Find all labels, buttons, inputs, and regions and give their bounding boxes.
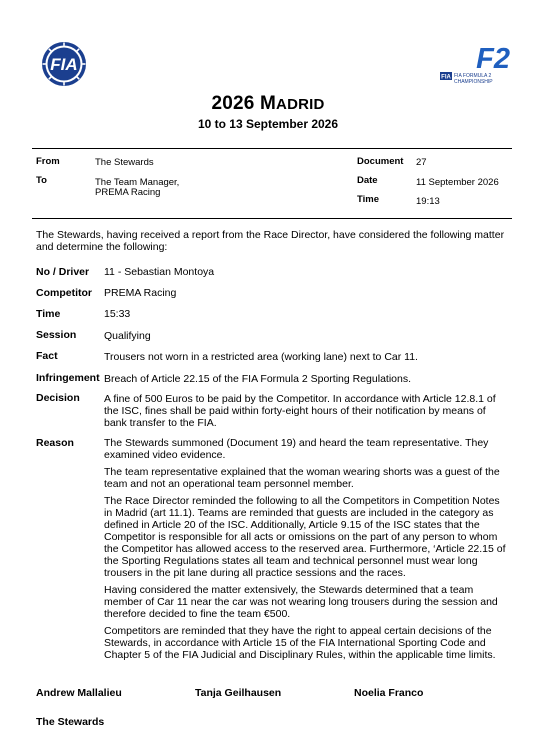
fact-value: Trousers not worn in a restricted area (working lane) next to Car 11. [104,351,418,363]
from-label: From [36,156,60,167]
title-year: 2026 [211,93,255,114]
header-time-label: Time [357,194,380,205]
f2-caption-2: CHAMPIONSHIP [454,79,493,85]
fia-logo [30,40,98,88]
f2-logo [436,42,516,92]
steward-name-1: Andrew Mallalieu [36,687,122,699]
competitor-value: PREMA Racing [104,287,177,299]
reason-paragraph: Having considered the matter extensively, the Stewards determined that a team member of Car 11 near the car was not wearing long trousers during the session and therefore decided to fine the team €500. [104,584,498,620]
to-value-line-2: PREMA Racing [95,187,161,198]
reason-paragraph: The Stewards summoned (Document 19) and heard the team representative. They examined video evidence. [104,437,489,461]
document-label: Document [357,156,404,167]
page-title [0,93,536,115]
header-bottom-rule [32,218,512,219]
from-value: The Stewards [95,157,154,168]
decision-value: A fine of 500 Euros to be paid by the Competitor. In accordance with Article 12.8.1 of the ISC, fines shall be paid within forty-eight hours of their notification by means of bank transfer to the FIA. [104,393,496,429]
competitor-label: Competitor [36,287,92,299]
driver-value: 11 - Sebastian Montoya [104,266,215,278]
session-value: Qualifying [104,330,151,342]
f2-logo-text: F2 [476,43,510,75]
stewards-footer: The Stewards [36,716,105,728]
steward-name-2: Tanja Geilhausen [195,687,282,699]
f2-fia-mark: FIA [441,74,451,81]
document-value: 27 [416,157,427,168]
steward-name-3: Noelia Franco [354,687,424,699]
time-value: 15:33 [104,308,131,320]
title-city [260,93,325,114]
fia-logo-text: FIA [50,55,78,74]
date-label: Date [357,175,378,186]
to-value-line-1: The Team Manager, [95,177,180,188]
to-label: To [36,175,47,186]
time-label: Time [36,308,61,320]
event-dates: 10 to 13 September 2026 [197,117,339,131]
intro-text: The Stewards, having received a report from the Race Director, have considered the following matter and determine the following: [36,229,505,253]
reason-label: Reason [36,437,74,449]
fact-label: Fact [36,350,58,362]
reason-paragraph: Competitors are reminded that they have the right to appeal certain decisions of the Stewards, in accordance with Article 15 of the FIA International Sporting Code and Chapter 5 of the FIA Judicial and Disciplinary Rules, within the applicable time limits. [104,625,496,661]
reason-text [104,437,506,666]
title-city-rest: ADRID [276,96,325,113]
driver-label: No / Driver [36,266,90,278]
reason-paragraph: The Race Director reminded the following to all the Competitors in Competition Notes in Madrid (art 11.1). Teams are reminded that guests are included in the category as defined in Article 20 of the ISC. Additionally, Article 9.15 of the ISC states that the Competitor is responsible for all acts or omissions on the part of any person to whom the Competitor has allowed access to the reserved area. Furthermore, ‘Article 22.15 of the Sporting Regulations states all team and technical personnel must wear long trousers in the pit lane during all practice sessions and the races. [104,495,506,579]
f2-caption-1: FIA FORMULA 2 [454,73,492,79]
header-time-value: 19:13 [416,196,440,207]
infringement-label: Infringement [36,372,100,384]
header-top-rule [32,148,512,149]
infringement-value: Breach of Article 22.15 of the FIA Formula 2 Sporting Regulations. [104,373,412,385]
title-city-initial: M [260,93,277,114]
date-value: 11 September 2026 [416,177,499,188]
decision-label: Decision [36,392,80,404]
session-label: Session [36,329,77,341]
reason-paragraph: The team representative explained that the woman wearing shorts was a guest of the team and not an operational team personnel member. [104,466,500,490]
